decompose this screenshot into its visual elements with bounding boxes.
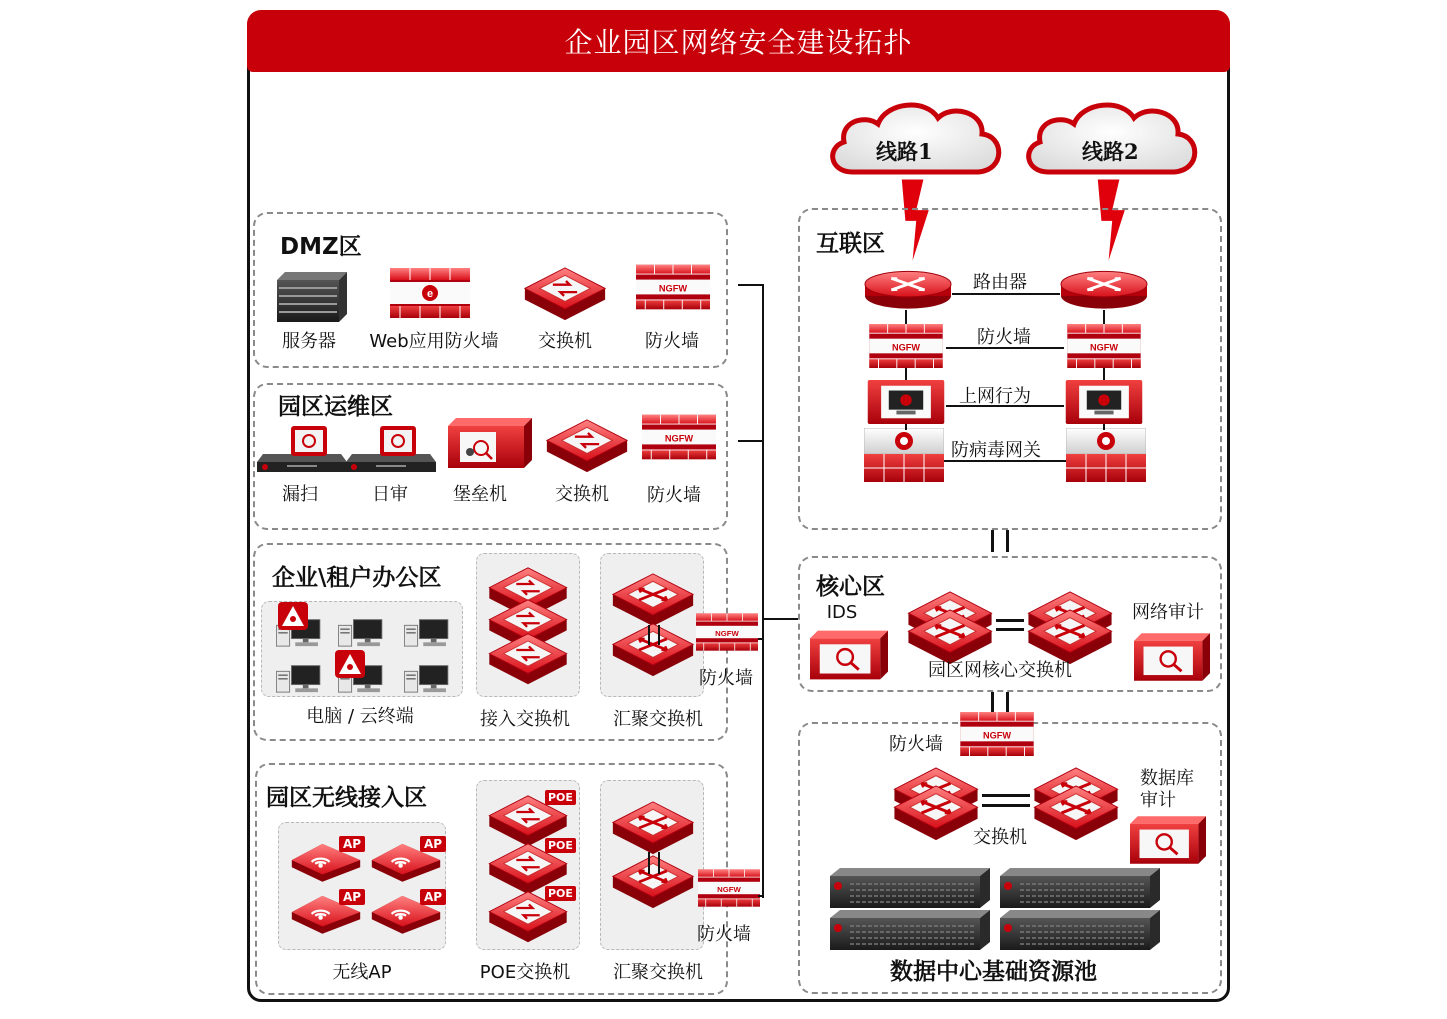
router-label: 路由器 [973, 272, 1027, 293]
dc-link [982, 804, 1030, 807]
server-rack-icon [1000, 910, 1160, 950]
wireless-zone-title: 园区无线接入区 [266, 785, 427, 811]
ops-log-label: 日审 [372, 484, 408, 505]
net-audit-icon [1134, 632, 1210, 682]
firewall-icon [960, 712, 1034, 756]
pc-label: 电脑 / 云终端 [306, 706, 414, 727]
poe-badge: POE [545, 790, 576, 805]
ops-firewall-label: 防火墙 [647, 485, 701, 506]
switch-icon [544, 418, 630, 474]
access-switch-icon [487, 632, 569, 686]
cloud-line2-label: 线路2 [1082, 139, 1139, 164]
firewall-icon [1064, 324, 1144, 368]
backbone-vertical [762, 284, 764, 898]
wl-firewall-label: 防火墙 [697, 924, 751, 945]
ops-switch-label: 交换机 [555, 484, 609, 505]
chain-link [905, 424, 907, 430]
internet-firewall-label: 防火墙 [977, 327, 1031, 348]
agg-switch-label: 汇聚交换机 [613, 709, 703, 730]
chain-link [1103, 368, 1105, 380]
diagram-title: 企业园区网络安全建设拓扑 [247, 10, 1230, 72]
log-audit-icon [346, 424, 436, 474]
downlink [991, 692, 994, 712]
dc-switch-icon [1030, 784, 1122, 842]
chain-link [1103, 424, 1105, 430]
ap-badge: AP [339, 836, 365, 852]
core-zone-title: 核心区 [816, 574, 885, 600]
server-rack-icon [830, 868, 990, 908]
dmz-switch-label: 交换机 [538, 331, 592, 352]
router-icon [864, 270, 952, 310]
behavior-mgmt-icon [866, 380, 946, 424]
switch-icon [522, 266, 608, 322]
pc-icon [338, 614, 386, 648]
ops-bastion-label: 堡垒机 [453, 484, 507, 505]
core-link [996, 619, 1024, 622]
dmz-uplink [738, 284, 764, 286]
uplink [991, 530, 994, 552]
chain-link [1103, 310, 1105, 324]
poe-badge: POE [545, 838, 576, 853]
ops-uplink [738, 440, 764, 442]
cloud-line1-label: 线路1 [876, 139, 933, 164]
agg-switch-icon [610, 622, 696, 678]
ids-icon [810, 630, 888, 680]
chain-link [905, 368, 907, 380]
firewall-icon [636, 264, 710, 310]
office-zone-title: 企业\租户办公区 [272, 565, 442, 591]
pc-icon [276, 660, 324, 694]
dc-firewall-label: 防火墙 [889, 734, 943, 755]
router-icon [1060, 270, 1148, 310]
agg-link [648, 852, 650, 874]
core-link [996, 628, 1024, 631]
pc-icon [404, 660, 452, 694]
wl-agg-switch-label: 汇聚交换机 [613, 962, 703, 983]
antivirus-label: 防病毒网关 [951, 440, 1041, 461]
pc-icon [404, 614, 452, 648]
agg-switch-icon [610, 572, 696, 628]
server-rack-icon [830, 910, 990, 950]
office-firewall-label: 防火墙 [699, 668, 753, 689]
ap-badge: AP [420, 836, 446, 852]
downlink [1006, 692, 1009, 712]
ops-zone-title: 园区运维区 [278, 394, 393, 420]
ids-label: IDS [826, 602, 858, 623]
core-switch-label: 园区网核心交换机 [928, 660, 1072, 681]
db-audit-label-2: 审计 [1140, 790, 1176, 811]
poe-badge: POE [545, 886, 576, 901]
bastion-host-icon [448, 418, 532, 468]
dmz-firewall-label: 防火墙 [645, 331, 699, 352]
firewall-icon [642, 414, 716, 460]
agg-switch-icon [610, 800, 696, 856]
internet-zone-title: 互联区 [816, 231, 885, 257]
resource-pool-label: 数据中心基础资源池 [890, 959, 1097, 985]
server-rack-icon [1000, 868, 1160, 908]
uplink [1006, 530, 1009, 552]
net-audit-label: 网络审计 [1132, 602, 1204, 623]
cloud-terminal-badge-icon [278, 602, 308, 630]
db-audit-label-1: 数据库 [1140, 768, 1194, 789]
ap-badge: AP [420, 889, 446, 905]
dmz-server-label: 服务器 [282, 331, 336, 352]
firewall-icon [698, 868, 760, 908]
dc-switch-label: 交换机 [973, 827, 1027, 848]
antivirus-gateway-icon [864, 428, 944, 482]
dc-link [982, 794, 1030, 797]
ops-scanner-label: 漏扫 [282, 484, 318, 505]
backbone-to-core [762, 618, 798, 620]
agg-link [658, 852, 660, 874]
server-icon [277, 272, 347, 322]
agg-link [648, 625, 650, 645]
agg-link [658, 625, 660, 645]
dmz-zone-title: DMZ区 [280, 234, 362, 260]
ap-badge: AP [339, 889, 365, 905]
access-switch-label: 接入交换机 [480, 709, 570, 730]
dmz-waf-label: Web应用防火墙 [369, 331, 499, 352]
vuln-scanner-icon [257, 424, 347, 474]
cloud-terminal-badge-icon [335, 650, 365, 678]
web-firewall-icon [390, 268, 470, 318]
ap-label: 无线AP [332, 962, 392, 983]
poe-switch-label: POE交换机 [479, 962, 571, 983]
firewall-icon [866, 324, 946, 368]
behavior-mgmt-icon [1064, 380, 1144, 424]
chain-link [905, 310, 907, 324]
behavior-label: 上网行为 [959, 386, 1031, 407]
agg-switch-icon [610, 854, 696, 910]
firewall-icon [696, 612, 758, 652]
db-audit-icon [1130, 816, 1206, 864]
antivirus-gateway-icon [1066, 428, 1146, 482]
